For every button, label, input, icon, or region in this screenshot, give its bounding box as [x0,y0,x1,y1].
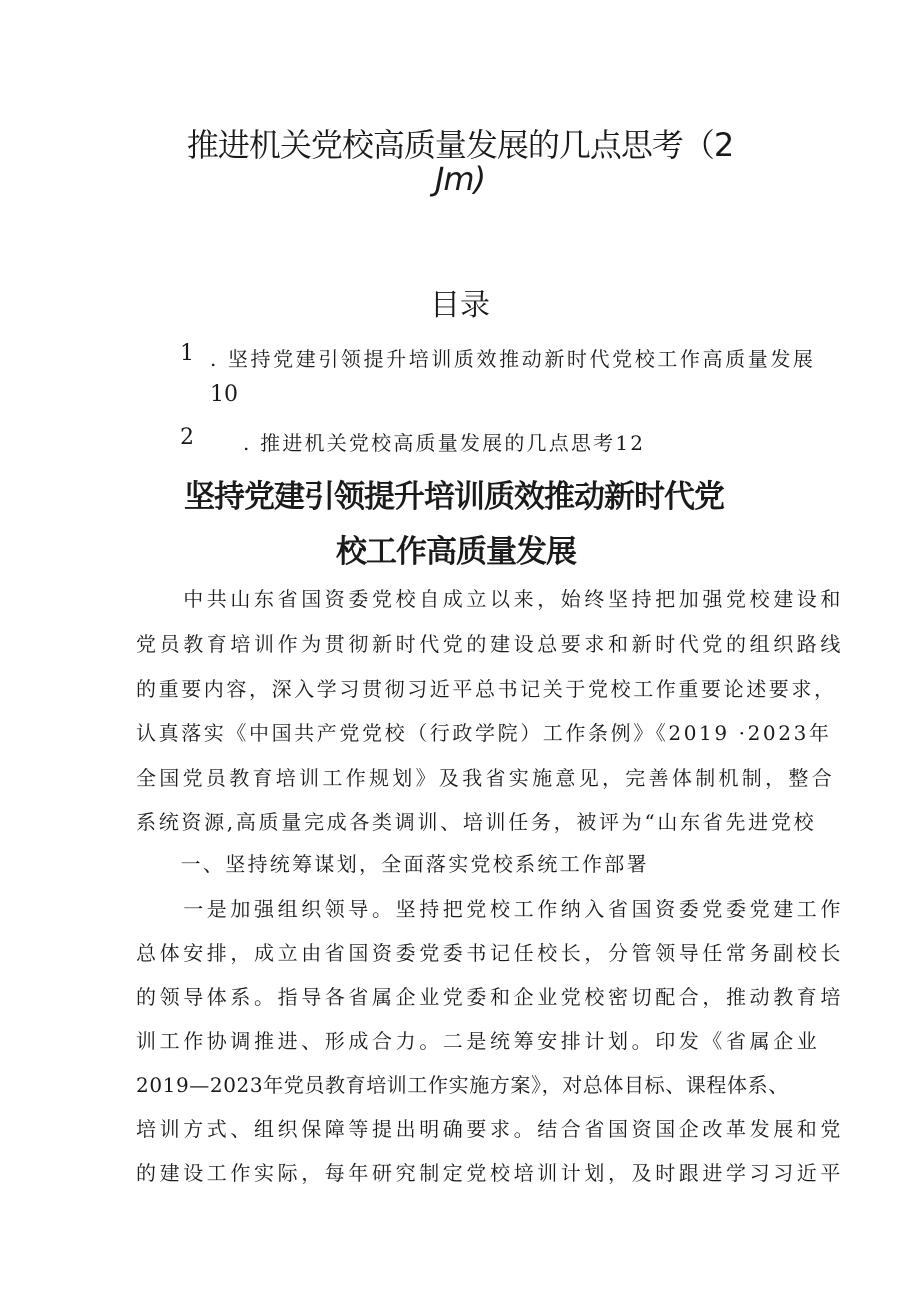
document-title-line1: 推进机关党校高质量发展的几点思考（2 [186,126,734,164]
toc-item-1-link[interactable]: . 坚持党建引领提升培训质效推动新时代党校工作高质量发展 [210,347,816,371]
paragraph-line: 总体安排，成立由省国资委党委书记任校长，分管领导任常务副校长 [136,941,844,965]
paragraph-line: 中共山东省国资委党校自成立以来，始终坚持把加强党校建设和 [136,587,844,611]
document-title-line2: Jm) [434,160,486,198]
section-heading: 一、坚持统筹谋划，全面落实党校系统工作部署 [136,852,649,876]
paragraph-line: 认真落实《中国共产党党校（行政学院）工作条例》《2019 ·2023年 [136,721,832,745]
toc-item-2-link[interactable]: . 推进机关党校高质量发展的几点思考12 [243,431,646,455]
toc-item-1-page: 10 [210,382,238,407]
section-title-line2: 校工作高质量发展 [336,534,576,570]
paragraph-line: 培训方式、组织保障等提出明确要求。结合省国资国企改革发展和党 [136,1117,844,1141]
paragraph-line: 2019—2023年党员教育培训工作实施方案》，对总体目标、课程体系、 [136,1073,789,1097]
toc-item-2-number: 2 [180,425,194,450]
toc-item-1-number: 1 [180,341,194,366]
paragraph-line: 党员教育培训作为贯彻新时代党的建设总要求和新时代党的组织路线 [136,632,844,656]
paragraph-line: 一是加强组织领导。坚持把党校工作纳入省国资委党委党建工作 [136,897,844,921]
paragraph-line: 的重要内容，深入学习贯彻习近平总书记关于党校工作重要论述要求， [136,677,837,701]
paragraph-line: 的领导体系。指导各省属企业党委和企业党校密切配合，推动教育培 [136,985,844,1009]
section-title-line1: 坚持党建引领提升培训质效推动新时代党 [184,479,724,515]
paragraph-line: 全国党员教育培训工作规划》及我省实施意见，完善体制机制，整合 [136,766,835,790]
paragraph-line: 系统资源,高质量完成各类调训、培训任务，被评为“山东省先进党校 [136,810,817,834]
paragraph-line: 训工作协调推进、形成合力。二是统筹安排计划。印发《省属企业 [136,1029,821,1053]
toc-heading: 目录 [430,288,490,323]
paragraph-line: 的建设工作实际，每年研究制定党校培训计划，及时跟进学习习近平 [136,1161,844,1185]
